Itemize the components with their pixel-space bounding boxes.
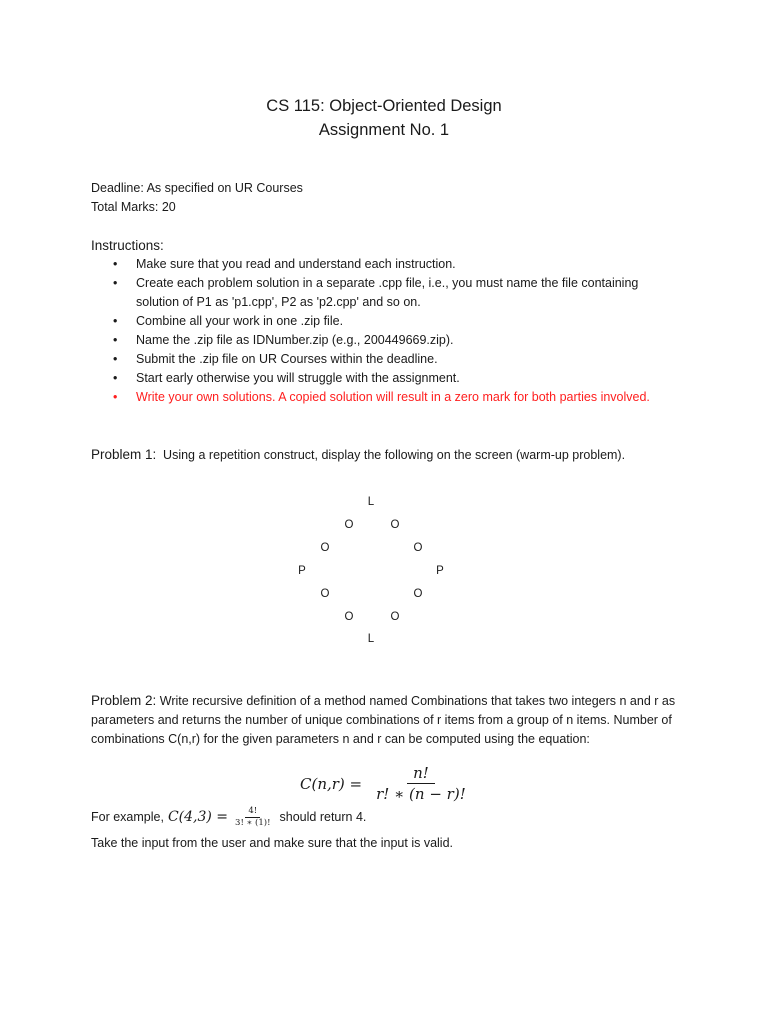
bullet-icon: •	[113, 314, 118, 328]
instruction-item-warning	[113, 388, 673, 407]
example-fraction	[232, 806, 273, 829]
problem1-text: Using a repetition construct, display the following on the screen (warm-up problem).	[163, 448, 626, 462]
pattern-letter: O	[413, 542, 423, 554]
pattern-letter: L	[367, 496, 375, 508]
instruction-text: Combine all your work in one .zip file.	[136, 314, 344, 328]
bullet-icon: •	[113, 390, 118, 404]
bullet-icon: •	[113, 352, 118, 366]
bullet-icon: •	[113, 257, 118, 271]
pattern-letter: O	[320, 588, 330, 600]
example-denominator: 3! ∗ (1)!	[235, 818, 271, 828]
problem2-text: Write recursive definition of a method named Combinations that takes two integers n and r as parameters and returns the number of unique combinations of r items from a group of n items. Number of combinations C(n,r) for the given parameters n and r can be computed using the equation:	[91, 694, 676, 746]
instruction-text: Submit the .zip file on UR Courses within the deadline.	[136, 352, 438, 366]
instruction-item	[113, 331, 673, 350]
instruction-item	[113, 350, 673, 369]
equation-lhs: C(n,r) =	[300, 774, 363, 793]
instruction-text: Make sure that you read and understand each instruction.	[136, 257, 456, 271]
problem2-label: Problem 2:	[91, 693, 157, 708]
pattern-letter: P	[436, 565, 444, 577]
combination-equation	[300, 764, 472, 803]
instruction-item	[113, 369, 673, 388]
example-numerator: 4!	[245, 806, 260, 818]
problem1	[91, 445, 625, 465]
pattern-letter: L	[367, 633, 375, 645]
instruction-item	[113, 312, 673, 331]
closing-instruction: Take the input from the user and make sure that the input is valid.	[91, 836, 454, 850]
instruction-text: Name the .zip file as IDNumber.zip (e.g., 200449669.zip).	[136, 333, 454, 347]
equation-denominator: r! ∗ (n − r)!	[376, 785, 466, 803]
problem1-label: Problem 1:	[91, 447, 157, 462]
example-line	[91, 806, 366, 829]
instruction-item	[113, 255, 673, 274]
total-marks-line: Total Marks: 20	[91, 200, 176, 214]
instructions-list	[113, 255, 673, 407]
problem2	[91, 691, 681, 749]
instruction-text: Write your own solutions. A copied solution will result in a zero mark for both parties involved.	[136, 390, 650, 404]
instruction-text: Create each problem solution in a separate .cpp file, i.e., you must name the file containing solution of P1 as 'p1.cpp', P2 as 'p2.cpp' and so on.	[136, 276, 639, 309]
pattern-letter: P	[298, 565, 306, 577]
pattern-letter: O	[344, 519, 354, 531]
deadline-line: Deadline: As specified on UR Courses	[91, 181, 303, 195]
bullet-icon: •	[113, 333, 118, 347]
bullet-icon: •	[113, 371, 118, 385]
pattern-letter: O	[390, 519, 400, 531]
example-lhs: C(4,3) =	[167, 809, 229, 825]
instruction-text: Start early otherwise you will struggle with the assignment.	[136, 371, 460, 385]
equation-fraction	[370, 764, 472, 803]
pattern-letter: O	[390, 611, 400, 623]
instructions-heading: Instructions:	[91, 238, 164, 253]
title: CS 115: Object-Oriented Design	[266, 97, 502, 115]
example-prefix: For example,	[91, 810, 164, 824]
pattern-letter: O	[344, 611, 354, 623]
bullet-icon: •	[113, 276, 118, 290]
instruction-item	[113, 274, 673, 312]
subtitle: Assignment No. 1	[318, 121, 450, 139]
equation-numerator: n!	[407, 764, 435, 784]
pattern-letter: O	[413, 588, 423, 600]
example-suffix: should return 4.	[279, 810, 367, 824]
pattern-letter: O	[320, 542, 330, 554]
